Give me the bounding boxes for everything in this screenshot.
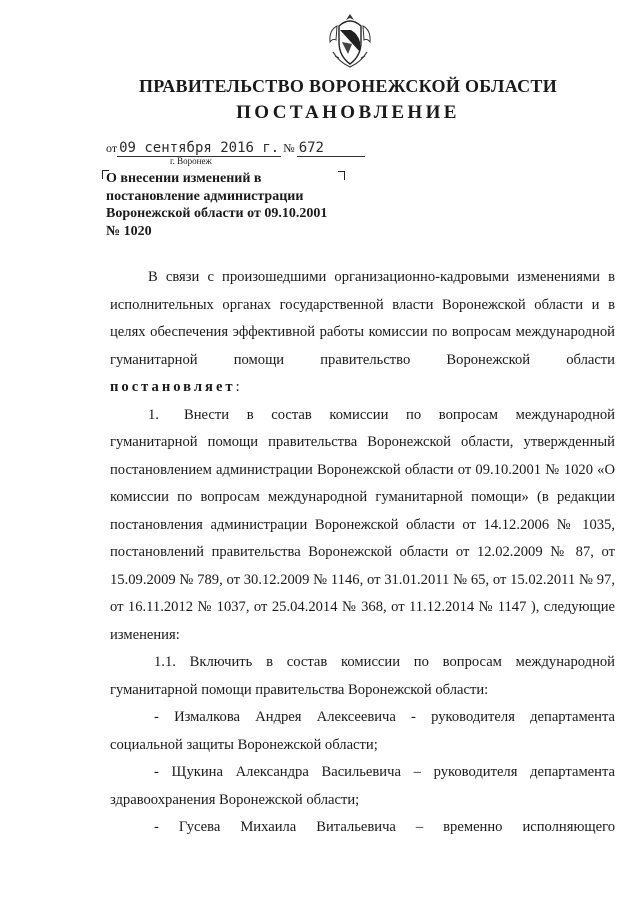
document-type-title: ПОСТАНОВЛЕНИЕ [236,102,460,123]
subject-bracket-right [338,171,345,180]
coat-of-arms-icon [325,12,375,70]
document-body [110,264,615,842]
document-subject: О внесении изменений в постановление администрации Воронежской области от 09.10.2001 № 1020 [106,171,328,239]
preamble-paragraph [110,264,615,402]
city-label: г. Воронеж [170,156,212,166]
member-entry: - Гусева Михаила Витальевича – временно исполняющего [154,819,615,835]
registration-line [106,140,365,157]
resolves-word: постановляет [110,379,236,395]
item-1-paragraph [110,402,615,650]
resolves-colon: : [235,379,240,395]
item-1-text: Внести в состав комиссии по вопросам международной гуманитарной помощи правительства Воронежской области, утвержденный постановлением администрации Воронежской области от 09.10.2001 № 1020 «О комиссии по вопросам международной гуманитарной помощи» (в редакции постановления администрации Воронежской области от 14.12.2006 № 1035, постановлений правительства Воронежской области от 12.02.2009 № 87, от 15.09.2009 № 789, от 30.12.2009 № 1146, от 31.01.2011 № 65, от 15.02.2011 № 97, от 16.11.2012 № 1037, от 25.04.2014 № 368, от 11.12.2014 № 1147 ), следующие изменения: [110,406,615,643]
date-prefix: от [106,141,118,155]
item-1-1-paragraph: 1.1. Включить в состав комиссии по вопросам международной гуманитарной помощи правительства Воронежской области: [110,654,615,698]
member-entry: - Щукина Александра Васильевича – руководителя департамента здравоохранения Воронежской области; [110,764,615,808]
preamble-text: В связи с произошедшими организационно-кадровыми изменениями в исполнительных органах государственной власти Воронежской области и в целях обеспечения эффективной работы комиссии по вопросам международной гуманитарной помощи правительство Воронежской области [110,269,615,368]
member-entry: - Измалкова Андрея Алексеевича - руководителя департамента социальной защиты Воронежской области; [110,709,615,753]
organization-name: ПРАВИТЕЛЬСТВО ВОРОНЕЖСКОЙ ОБЛАСТИ [138,76,558,96]
document-date: 09 сентября 2016 г. [119,140,280,156]
document-number: 672 [297,140,365,157]
number-sign: № [283,141,295,155]
item-1-number: 1. [148,406,159,423]
